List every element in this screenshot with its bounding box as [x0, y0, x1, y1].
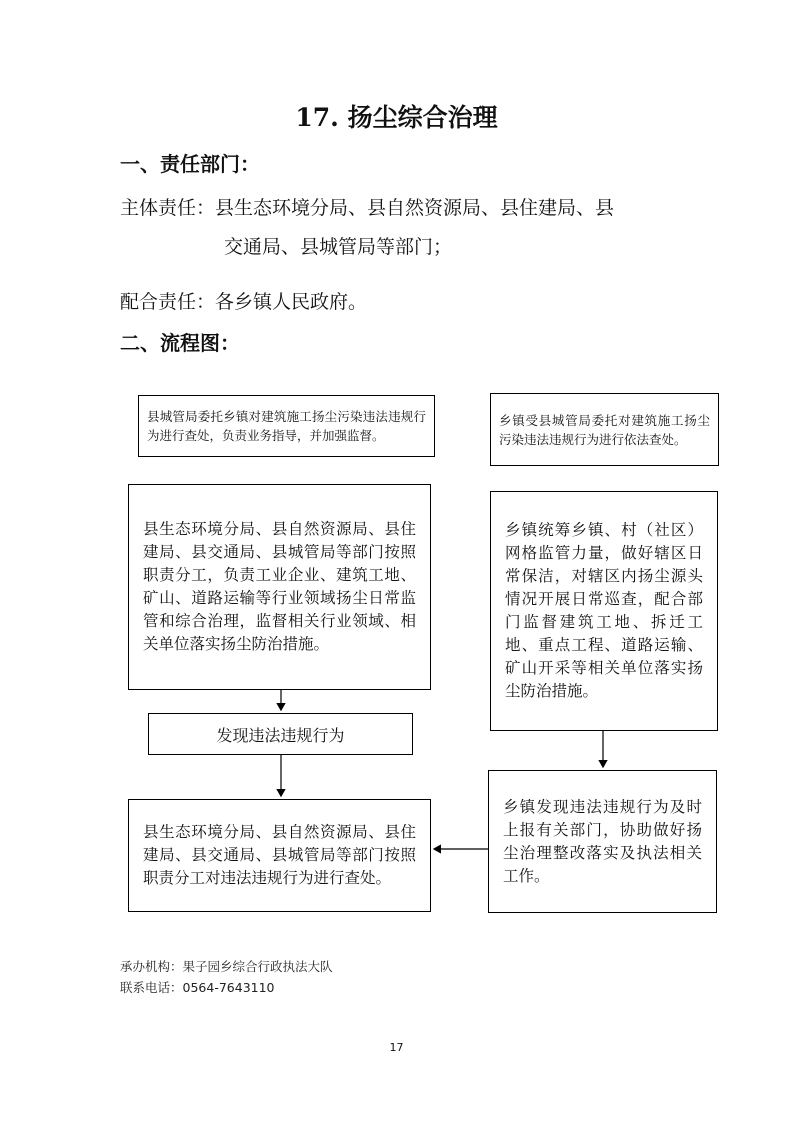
footer-agency — [120, 956, 333, 977]
section-heading-flowchart: 二、流程图： — [120, 331, 240, 355]
flow-box-discover-violation-text: 发现违法违规行为 — [216, 725, 345, 745]
flow-box-township-coordination-text: 乡镇统筹乡镇、村（社区）网格监管力量，做好辖区日常保洁，对辖区内扬尘源头情况开展日常巡查，配合部门监督建筑工地、拆迁工地、重点工程、道路运输、矿山开采等相关单位落实扬尘防治措施。 — [505, 521, 703, 700]
support-responsibility-label: 配合责任： — [120, 291, 216, 313]
flow-box-departments-supervision-text: 县生态环境分局、县自然资源局、县住建局、县交通局、县城管局等部门按照职责分工，负责工业企业、建筑工地、矿山、道路运输等行业领域扬尘日常监管和综合治理，监督相关行业领域、相关单位落实扬尘防治措施。 — [143, 520, 416, 653]
footer-agency-label: 承办机构： — [120, 959, 183, 974]
footer-phone — [120, 977, 275, 998]
flow-box-township-delegated-text: 乡镇受县城管局委托对建筑施工扬尘污染违法违规行为进行依法查处。 — [499, 412, 710, 447]
footer-agency-name: 果子园乡综合行政执法大队 — [182, 959, 333, 974]
primary-responsibility-label: 主体责任： — [120, 197, 216, 219]
primary-responsibility-continued: 交通局、县城管局等部门； — [224, 236, 453, 258]
flow-box-township-report-text: 乡镇发现违法违规行为及时上报有关部门，协助做好扬尘治理整改落实及执法相关工作。 — [503, 797, 702, 885]
footer-phone-number: 0564-7643110 — [182, 980, 275, 995]
page-title: 17. 扬尘综合治理 — [295, 103, 498, 132]
primary-responsibility-line1: 县生态环境分局、县自然资源局、县住建局、县 — [215, 197, 615, 219]
footer-phone-label: 联系电话： — [120, 980, 183, 995]
flow-box-county-delegation-text: 县城管局委托乡镇对建筑施工扬尘污染违法违规行为进行查处，负责业务指导，并加强监督。 — [147, 409, 426, 443]
page-number: 17 — [389, 1041, 404, 1054]
flow-box-departments-punish-text: 县生态环境分局、县自然资源局、县住建局、县交通局、县城管局等部门按照职责分工对违法违规行为进行查处。 — [143, 823, 416, 887]
support-responsibility-text: 各乡镇人民政府。 — [215, 291, 368, 313]
section-heading-responsibility: 一、责任部门： — [120, 152, 260, 176]
